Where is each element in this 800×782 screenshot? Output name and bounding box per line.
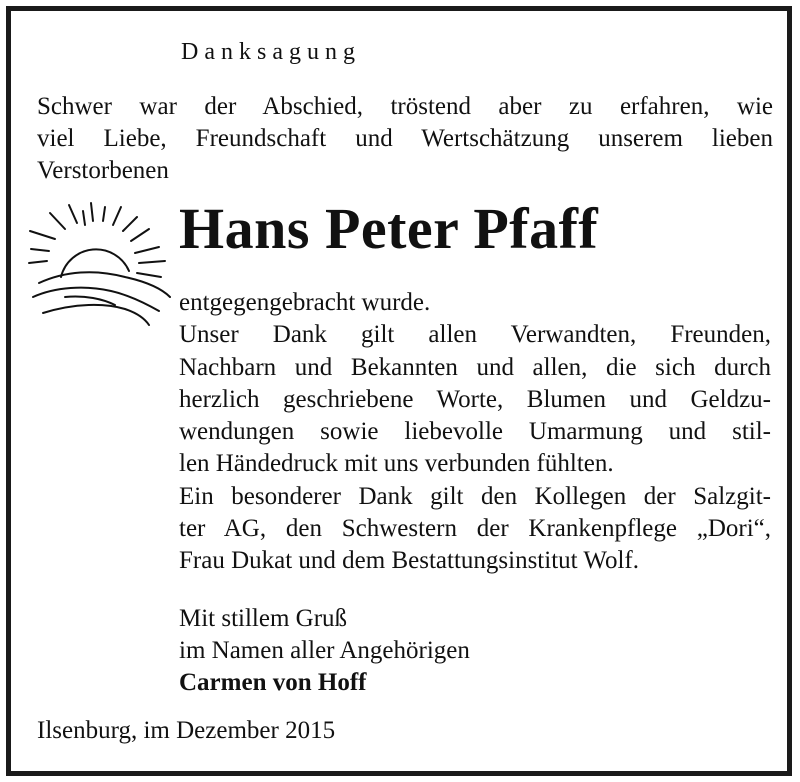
closing-on-behalf: im Namen aller Angehörigen — [179, 637, 470, 664]
closing-greeting: Mit stillem Gruß — [179, 605, 348, 632]
signature: Carmen von Hoff — [179, 669, 367, 696]
body-line: herzlich geschriebene Worte, Blumen und Geldzu- — [179, 385, 771, 413]
sunset-over-hills-icon — [25, 201, 175, 331]
deceased-name: Hans Peter Pfaff — [179, 196, 599, 261]
intro-text — [37, 91, 773, 187]
body-line: Nachbarn und Bekannten und allen, die sich durch — [179, 353, 771, 381]
notice-frame — [6, 6, 792, 776]
closing-block — [179, 603, 470, 699]
intro-line: viel Liebe, Freundschaft und Wertschätzung unserem lieben — [37, 125, 773, 152]
body-text — [179, 287, 771, 578]
intro-line: Verstorbenen — [37, 157, 169, 184]
body-line: ter AG, den Schwestern der Krankenpflege „Dori“, — [179, 515, 771, 543]
body-line: Frau Dukat und dem Bestattungsinstitut Wolf. — [179, 547, 639, 575]
body-line: entgegengebracht wurde. — [179, 289, 431, 316]
intro-line: Schwer war der Abschied, tröstend aber zu erfahren, wie — [37, 93, 773, 120]
place-date: Ilsenburg, im Dezember 2015 — [37, 717, 336, 744]
body-line: Ein besonderer Dank gilt den Kollegen der Salzgit- — [179, 482, 771, 510]
body-line: wendungen sowie liebevolle Umarmung und stil- — [179, 418, 771, 446]
notice-heading: Danksagung — [181, 39, 361, 65]
body-line: Unser Dank gilt allen Verwandten, Freunden, — [179, 321, 771, 349]
body-line: len Händedruck mit uns verbunden fühlten. — [179, 450, 614, 478]
